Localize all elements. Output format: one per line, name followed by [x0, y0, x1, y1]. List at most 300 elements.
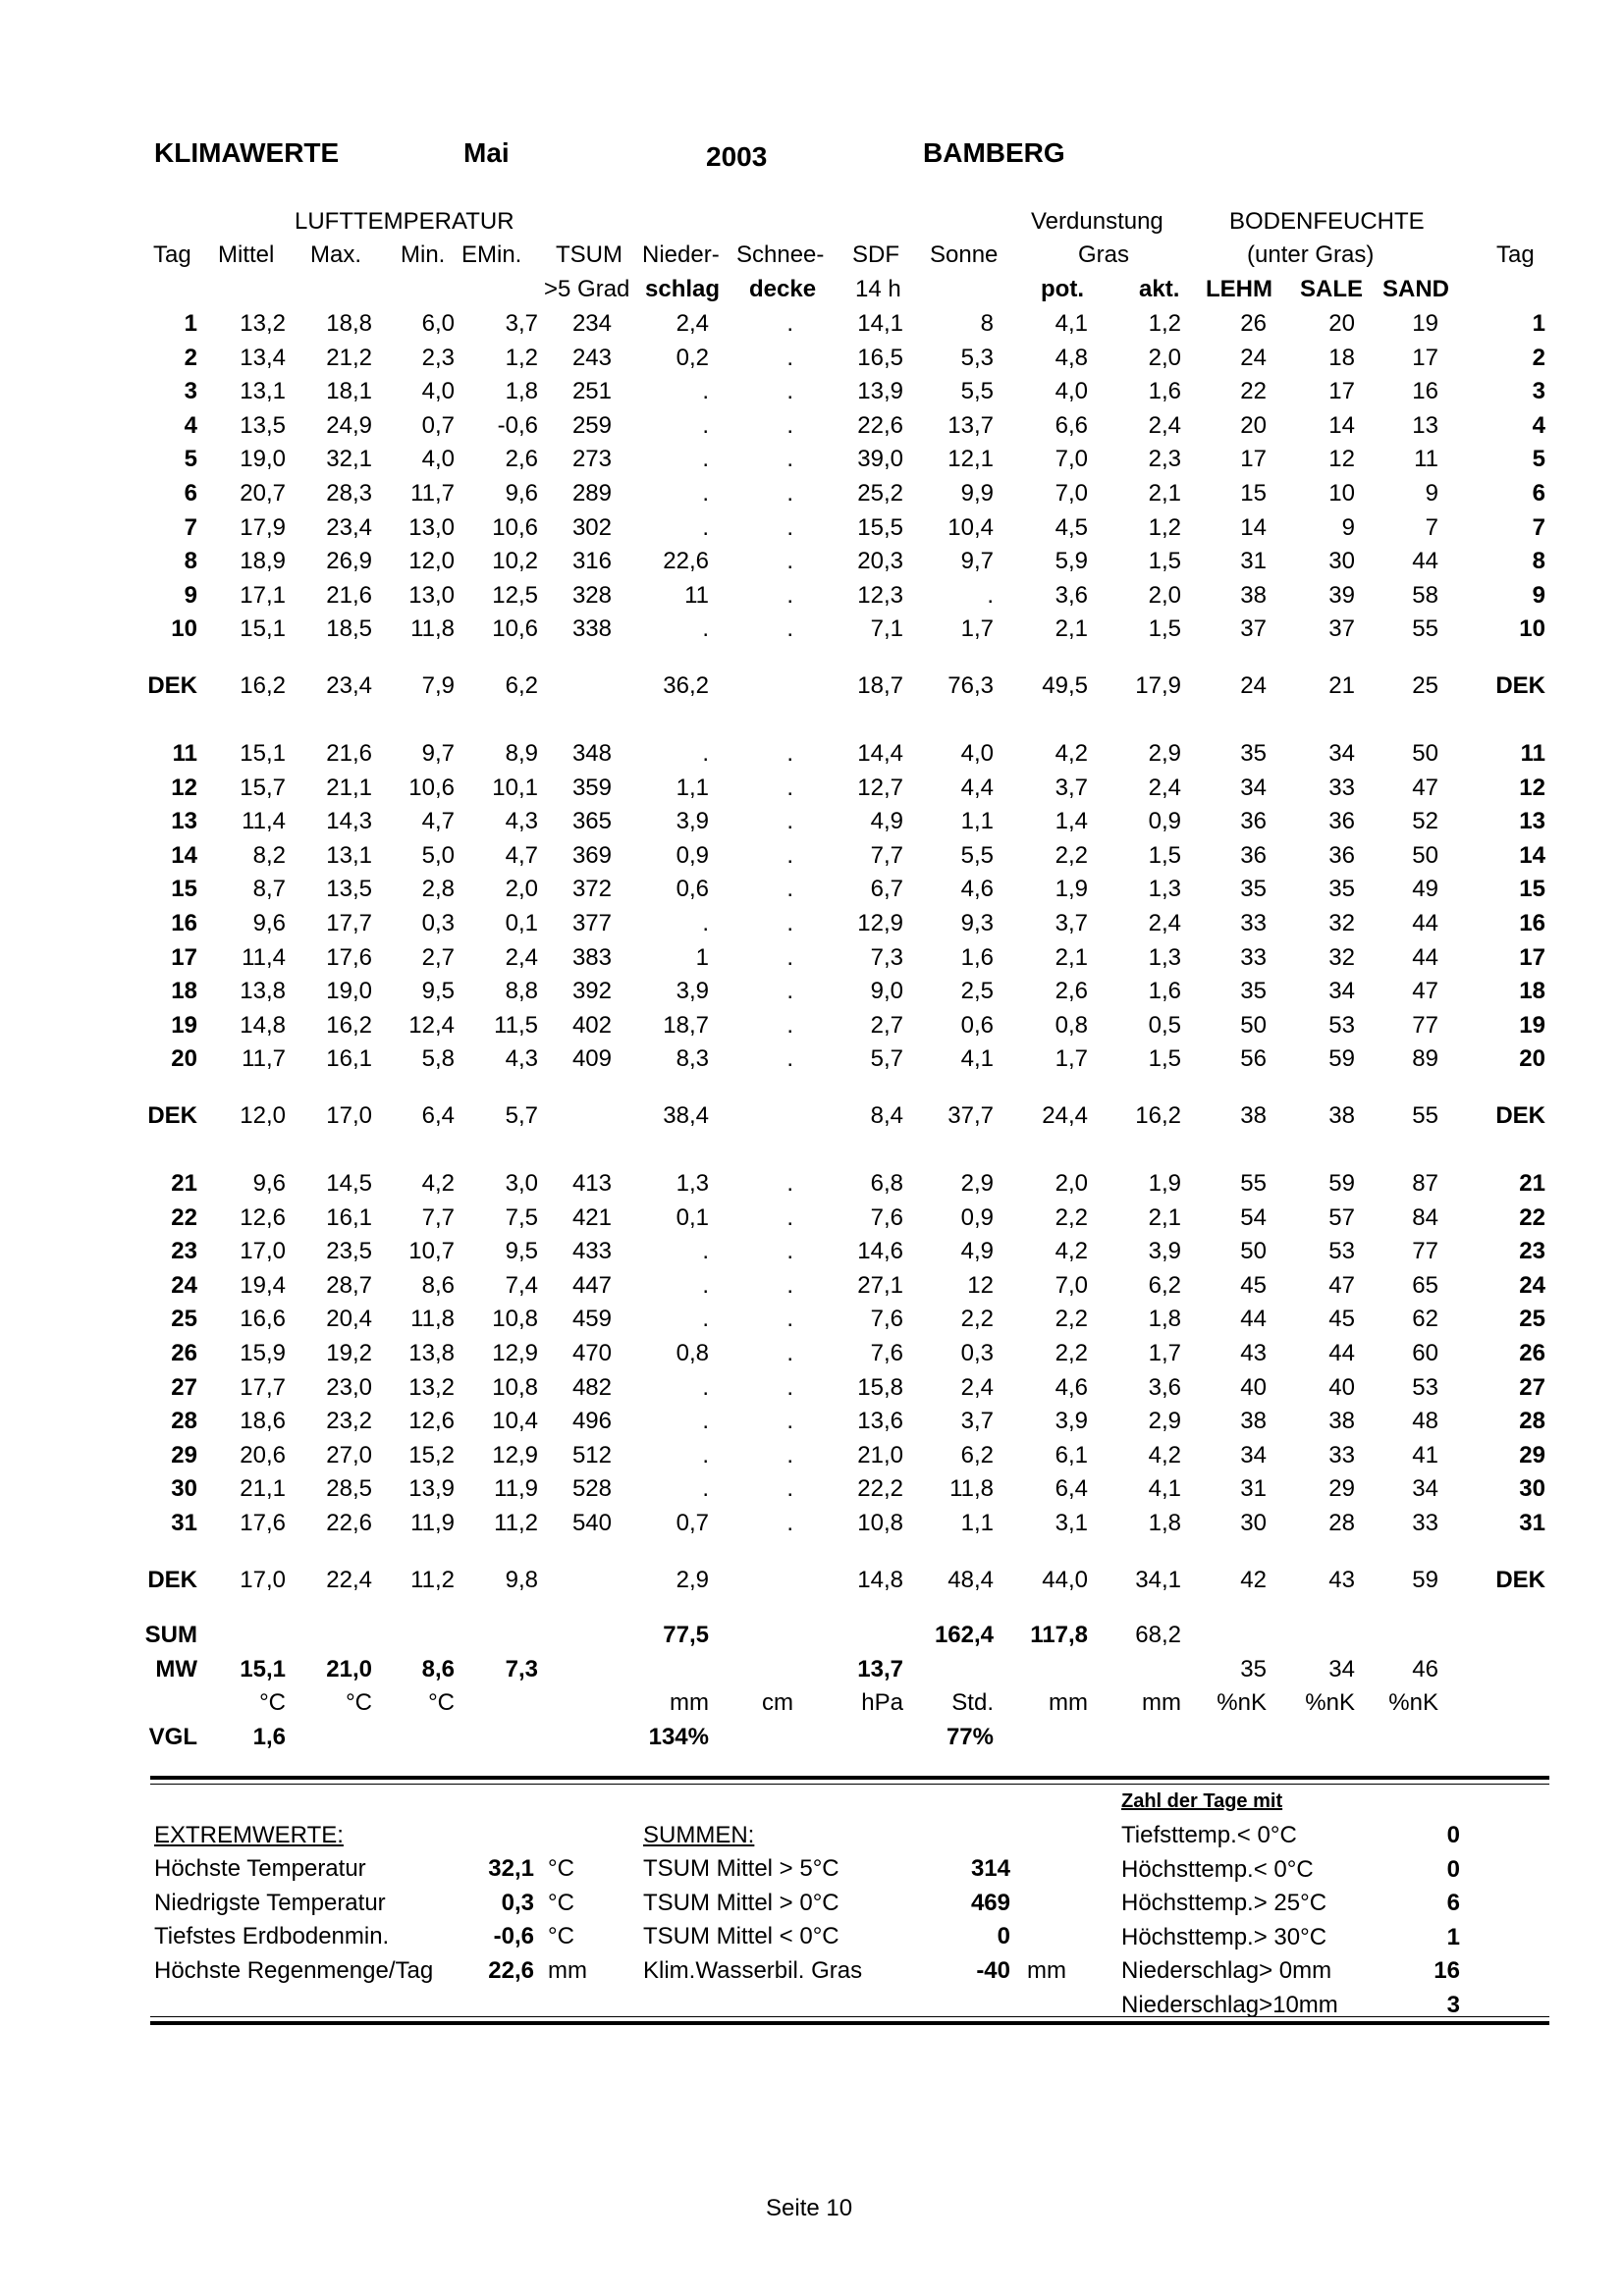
zahl-der-tage-heading: Zahl der Tage mit	[1121, 1790, 1283, 1812]
table-cell: 5,5	[960, 378, 994, 405]
table-cell: 4,6	[960, 876, 994, 903]
table-cell: 28	[1328, 1510, 1355, 1536]
table-cell: 2	[184, 344, 197, 371]
table-cell: 47	[1328, 1271, 1355, 1299]
table-cell: 55	[1412, 1102, 1438, 1130]
table-cell: 3,6	[1148, 1373, 1181, 1401]
table-cell: .	[786, 1306, 793, 1333]
table-cell: 9	[1425, 480, 1438, 507]
table-cell: 12,3	[857, 581, 903, 609]
table-cell: 2,6	[505, 446, 538, 473]
table-cell: 6,4	[421, 1102, 455, 1130]
table-cell: DEK	[1495, 1567, 1545, 1593]
table-cell: 17	[1412, 344, 1438, 371]
table-cell: 4,2	[421, 1170, 455, 1197]
table-cell: 11,8	[410, 615, 455, 643]
table-cell: 13,5	[240, 411, 286, 439]
table-cell: 421	[571, 1203, 612, 1231]
table-cell: 19	[1519, 1011, 1545, 1039]
table-cell: 42	[1240, 1567, 1267, 1593]
table-cell: 2,1	[1055, 615, 1088, 643]
table-cell: 26	[1240, 310, 1267, 337]
table-cell: 10,2	[492, 548, 538, 575]
table-cell: 13	[171, 808, 197, 835]
table-cell: 15,8	[857, 1373, 903, 1401]
header-pot: pot.	[1041, 276, 1084, 302]
table-cell: 2,0	[1148, 344, 1181, 371]
table-cell: 17	[1328, 378, 1355, 405]
table-cell: .	[702, 740, 709, 767]
table-cell: 44	[1328, 1340, 1355, 1366]
table-cell: 117,8	[1030, 1622, 1088, 1648]
table-cell: 55	[1412, 615, 1438, 643]
table-cell: 13,1	[240, 378, 286, 405]
table-cell: 4,1	[1055, 310, 1088, 337]
table-cell: 0,6	[676, 876, 709, 903]
table-cell: 10,8	[492, 1306, 538, 1333]
table-cell: 7,9	[421, 672, 455, 700]
header-akt: akt.	[1139, 276, 1180, 302]
table-cell: 24	[1519, 1271, 1545, 1299]
table-cell: 4	[1532, 411, 1545, 439]
table-cell: 45	[1240, 1271, 1267, 1299]
table-cell: 4,7	[421, 808, 455, 835]
table-cell: 16	[1412, 378, 1438, 405]
table-cell: 8	[1532, 548, 1545, 575]
table-cell: 17,7	[240, 1373, 286, 1401]
table-cell: 14,6	[857, 1238, 903, 1265]
table-cell: 14,8	[857, 1567, 903, 1593]
table-cell: .	[786, 1203, 793, 1231]
item-value: 0	[997, 1923, 1010, 1950]
table-cell: 7,3	[870, 943, 903, 971]
item-label: Tiefsttemp.< 0°C	[1121, 1822, 1297, 1848]
table-cell: 76,3	[947, 672, 994, 700]
table-cell: 11,9	[410, 1510, 455, 1536]
table-cell: 23,5	[326, 1238, 372, 1265]
table-cell: 77	[1412, 1011, 1438, 1039]
table-cell: 3,0	[505, 1170, 538, 1197]
table-cell: 7	[1532, 513, 1545, 541]
table-cell: %nK	[1305, 1689, 1355, 1716]
item-label: Höchsttemp.> 30°C	[1121, 1923, 1327, 1950]
table-cell: 9,6	[252, 910, 286, 936]
table-cell: 13,9	[857, 378, 903, 405]
table-cell: 0,7	[421, 411, 455, 439]
table-cell: 8,9	[505, 740, 538, 767]
table-cell: 44,0	[1042, 1567, 1088, 1593]
header-tsum-sub: >5 Grad	[544, 276, 630, 302]
table-cell: 36	[1328, 841, 1355, 869]
table-cell: SUM	[144, 1622, 197, 1648]
table-cell: 47	[1412, 774, 1438, 801]
table-cell: .	[702, 1475, 709, 1503]
table-cell: 13,7	[857, 1656, 903, 1682]
table-cell: 9,3	[960, 910, 994, 936]
table-cell: 89	[1412, 1045, 1438, 1073]
table-cell: 46	[1412, 1656, 1438, 1682]
table-cell: DEK	[147, 1567, 197, 1593]
table-cell: 87	[1412, 1170, 1438, 1197]
table-cell: 20	[171, 1045, 197, 1073]
table-cell: 35	[1328, 876, 1355, 903]
table-cell: 16,1	[326, 1045, 372, 1073]
table-cell: 1,7	[1055, 1045, 1088, 1073]
table-cell: 21,1	[240, 1475, 286, 1503]
table-cell: 25	[1412, 672, 1438, 700]
extremwerte-heading: EXTREMWERTE:	[154, 1822, 344, 1848]
table-cell: .	[786, 1271, 793, 1299]
table-cell: 11	[684, 581, 709, 609]
table-cell: 35	[1240, 740, 1267, 767]
table-cell: 59	[1328, 1170, 1355, 1197]
item-label: Niedrigste Temperatur	[154, 1889, 386, 1916]
table-cell: 9,0	[870, 978, 903, 1005]
table-cell: 84	[1412, 1203, 1438, 1231]
table-cell: °C	[346, 1689, 372, 1716]
table-cell: 9,5	[505, 1238, 538, 1265]
table-cell: 6,7	[870, 876, 903, 903]
table-cell: 34	[1240, 774, 1267, 801]
table-cell: 37,7	[947, 1102, 994, 1130]
table-cell: 25	[171, 1306, 197, 1333]
table-cell: 30	[1519, 1475, 1545, 1503]
table-cell: 6	[184, 480, 197, 507]
table-cell: 28,5	[326, 1475, 372, 1503]
table-cell: 0,1	[676, 1203, 709, 1231]
table-cell: .	[786, 411, 793, 439]
table-cell: 16,5	[857, 344, 903, 371]
table-cell: 6,1	[1055, 1441, 1088, 1468]
table-cell: 58	[1412, 581, 1438, 609]
table-cell: 2,3	[1148, 446, 1181, 473]
table-cell: 50	[1240, 1238, 1267, 1265]
table-cell: 15,9	[240, 1340, 286, 1366]
table-cell: 5,5	[960, 841, 994, 869]
table-cell: °C	[428, 1689, 455, 1716]
table-cell: 10,4	[947, 513, 994, 541]
table-cell: 4,3	[505, 1045, 538, 1073]
table-cell: 27,1	[857, 1271, 903, 1299]
table-cell: 1,3	[1148, 943, 1181, 971]
table-cell: 12,9	[857, 910, 903, 936]
table-cell: 28,7	[326, 1271, 372, 1299]
table-cell: 21,1	[326, 774, 372, 801]
table-cell: 4,0	[421, 378, 455, 405]
table-cell: 22	[171, 1203, 197, 1231]
table-cell: mm	[1049, 1689, 1088, 1716]
table-cell: 17	[1519, 943, 1545, 971]
table-cell: 4,5	[1055, 513, 1088, 541]
table-cell: 11,8	[410, 1306, 455, 1333]
table-cell: 50	[1412, 841, 1438, 869]
table-cell: 30	[1328, 548, 1355, 575]
table-cell: 4,0	[421, 446, 455, 473]
page-title: KLIMAWERTE	[154, 137, 340, 168]
table-cell: 23,0	[326, 1373, 372, 1401]
table-cell: 33	[1328, 1441, 1355, 1468]
table-cell: 34	[1328, 978, 1355, 1005]
table-cell: 7,4	[505, 1271, 538, 1299]
table-cell: 16,6	[240, 1306, 286, 1333]
table-cell: 1	[695, 943, 709, 971]
table-cell: 1,2	[505, 344, 538, 371]
table-cell: 30	[1240, 1510, 1267, 1536]
table-cell: 65	[1412, 1271, 1438, 1299]
table-cell: 1,2	[1148, 513, 1181, 541]
table-cell: 7,5	[505, 1203, 538, 1231]
table-cell: .	[786, 1408, 793, 1435]
table-cell: 2,1	[1148, 1203, 1181, 1231]
table-cell: 4,7	[505, 841, 538, 869]
table-cell: 44	[1240, 1306, 1267, 1333]
table-cell: 13,6	[857, 1408, 903, 1435]
table-cell: 11,2	[410, 1567, 455, 1593]
table-cell: 29	[171, 1441, 197, 1468]
table-cell: 36,2	[663, 672, 709, 700]
header-lufttemperatur: LUFTTEMPERATUR	[295, 208, 514, 235]
table-cell: 1,6	[1148, 978, 1181, 1005]
table-cell: 49,5	[1042, 672, 1088, 700]
table-cell: 34	[1328, 1656, 1355, 1682]
table-cell: 20	[1240, 411, 1267, 439]
table-cell: 36	[1240, 841, 1267, 869]
table-cell: 29	[1328, 1475, 1355, 1503]
table-cell: 26	[171, 1340, 197, 1366]
table-cell: 18,8	[326, 310, 372, 337]
table-cell: .	[786, 740, 793, 767]
table-cell: 12,0	[240, 1102, 286, 1130]
table-cell: .	[786, 910, 793, 936]
table-cell: 9,5	[421, 978, 455, 1005]
table-cell: 32,1	[326, 446, 372, 473]
table-cell: 24,4	[1042, 1102, 1088, 1130]
table-cell: 10,8	[492, 1373, 538, 1401]
table-cell: 4,9	[960, 1238, 994, 1265]
table-cell: 23	[1519, 1238, 1545, 1265]
table-cell: 0,8	[1055, 1011, 1088, 1039]
table-cell: 2,4	[1148, 774, 1181, 801]
table-cell: 234	[571, 310, 612, 337]
table-cell: 59	[1328, 1045, 1355, 1073]
table-cell: 316	[571, 548, 612, 575]
table-cell: .	[702, 480, 709, 507]
table-cell: 433	[571, 1238, 612, 1265]
table-cell: 18	[171, 978, 197, 1005]
item-value: 32,1	[488, 1855, 534, 1882]
table-cell: 40	[1328, 1373, 1355, 1401]
table-cell: 23,4	[326, 513, 372, 541]
table-cell: 9	[1341, 513, 1355, 541]
table-cell: 16,2	[240, 672, 286, 700]
table-cell: 15,1	[240, 615, 286, 643]
table-cell: 2,9	[1148, 740, 1181, 767]
table-cell: .	[786, 548, 793, 575]
table-cell: 0,1	[505, 910, 538, 936]
table-cell: 0,9	[960, 1203, 994, 1231]
table-cell: 402	[571, 1011, 612, 1039]
header-tag-right: Tag	[1496, 241, 1535, 268]
table-cell: 22,4	[326, 1567, 372, 1593]
item-unit: °C	[548, 1923, 574, 1950]
header-emin: EMin.	[461, 241, 522, 268]
table-cell: 3,9	[1055, 1408, 1088, 1435]
item-value: 3	[1446, 1992, 1460, 2018]
table-cell: 53	[1328, 1238, 1355, 1265]
table-cell: 8,6	[421, 1656, 455, 1682]
table-cell: DEK	[147, 672, 197, 700]
header-min: Min.	[401, 241, 446, 268]
table-cell: .	[786, 378, 793, 405]
table-cell: 9	[1532, 581, 1545, 609]
table-cell: 10,6	[408, 774, 455, 801]
item-value: 0,3	[501, 1889, 534, 1916]
table-cell: 12,5	[492, 581, 538, 609]
table-cell: 26,9	[326, 548, 372, 575]
table-cell: 5,8	[421, 1045, 455, 1073]
table-cell: 328	[571, 581, 612, 609]
table-cell: 17,6	[326, 943, 372, 971]
table-cell: 1,4	[1055, 808, 1088, 835]
table-cell: 12,0	[408, 548, 455, 575]
table-cell: 11	[1520, 740, 1545, 767]
header-verdunstung: Verdunstung	[1031, 208, 1163, 235]
table-cell: 12	[1519, 774, 1545, 801]
table-cell: 6,6	[1055, 411, 1088, 439]
table-cell: .	[786, 615, 793, 643]
table-cell: 53	[1328, 1011, 1355, 1039]
table-cell: 0,9	[676, 841, 709, 869]
table-cell: 44	[1412, 548, 1438, 575]
table-cell: 12	[171, 774, 197, 801]
table-cell: 10,6	[492, 513, 538, 541]
table-cell: 9	[184, 581, 197, 609]
table-cell: 22	[1240, 378, 1267, 405]
table-cell: 5,3	[960, 344, 994, 371]
table-cell: 56	[1240, 1045, 1267, 1073]
table-cell: DEK	[1495, 672, 1545, 700]
table-cell: 52	[1412, 808, 1438, 835]
table-cell: 10	[171, 615, 197, 643]
table-cell: .	[786, 344, 793, 371]
table-cell: 27	[1519, 1373, 1545, 1401]
table-cell: 20,6	[240, 1441, 286, 1468]
table-cell: .	[786, 581, 793, 609]
table-cell: .	[786, 841, 793, 869]
table-cell: 7	[184, 513, 197, 541]
table-cell: 7,0	[1055, 1271, 1088, 1299]
table-cell: 6,8	[870, 1170, 903, 1197]
table-cell: 20,7	[240, 480, 286, 507]
table-cell: 14,8	[240, 1011, 286, 1039]
item-value: -40	[976, 1956, 1010, 1984]
table-cell: 2,4	[960, 1373, 994, 1401]
table-cell: 6,4	[1055, 1475, 1088, 1503]
table-cell: 1,8	[505, 378, 538, 405]
table-cell: 4,2	[1055, 740, 1088, 767]
table-cell: 12	[967, 1271, 994, 1299]
table-cell: 34	[1240, 1441, 1267, 1468]
table-cell: 3,6	[1055, 581, 1088, 609]
table-cell: 1,1	[960, 808, 994, 835]
table-cell: .	[702, 910, 709, 936]
table-cell: 4,8	[1055, 344, 1088, 371]
table-cell: 7,6	[870, 1340, 903, 1366]
table-cell: 2,0	[1148, 581, 1181, 609]
table-cell: 10,8	[857, 1510, 903, 1536]
table-cell: 1,1	[960, 1510, 994, 1536]
table-cell: 16	[171, 910, 197, 936]
table-cell: .	[786, 876, 793, 903]
header-tsum: TSUM	[556, 241, 622, 268]
table-cell: 15,7	[240, 774, 286, 801]
table-cell: 2,0	[505, 876, 538, 903]
table-cell: 8,2	[252, 841, 286, 869]
rule-bottom-thin	[150, 2016, 1549, 2017]
table-cell: 4,4	[960, 774, 994, 801]
table-cell: 55	[1240, 1170, 1267, 1197]
table-cell: 11,7	[410, 480, 455, 507]
table-cell: 447	[571, 1271, 612, 1299]
table-cell: 45	[1328, 1306, 1355, 1333]
table-cell: .	[786, 1170, 793, 1197]
table-cell: 1,6	[960, 943, 994, 971]
table-cell: 18,7	[857, 672, 903, 700]
table-cell: 540	[571, 1510, 612, 1536]
table-cell: 20,4	[326, 1306, 372, 1333]
table-cell: 21,6	[326, 581, 372, 609]
table-cell: 10,4	[492, 1408, 538, 1435]
table-cell: 11	[172, 740, 197, 767]
table-cell: 21	[171, 1170, 197, 1197]
table-cell: .	[786, 310, 793, 337]
item-unit: mm	[548, 1956, 587, 1984]
table-cell: 15,5	[857, 513, 903, 541]
table-cell: 20	[1519, 1045, 1545, 1073]
table-cell: 7,0	[1055, 480, 1088, 507]
table-cell: 17,0	[326, 1102, 372, 1130]
table-cell: .	[786, 1340, 793, 1366]
table-cell: 0,8	[676, 1340, 709, 1366]
table-cell: .	[702, 446, 709, 473]
table-cell: 2,4	[1148, 411, 1181, 439]
header-sand: SAND	[1382, 276, 1450, 302]
table-cell: 2,2	[1055, 841, 1088, 869]
item-value: 469	[970, 1889, 1010, 1916]
table-cell: DEK	[147, 1102, 197, 1130]
item-unit: °C	[548, 1889, 574, 1916]
table-cell: 32	[1328, 910, 1355, 936]
table-cell: 21	[1328, 672, 1355, 700]
table-cell: 20,3	[857, 548, 903, 575]
table-cell: 18,6	[240, 1408, 286, 1435]
table-cell: VGL	[148, 1724, 197, 1750]
year-label: 2003	[706, 141, 768, 172]
table-cell: 359	[571, 774, 612, 801]
table-cell: 13,1	[326, 841, 372, 869]
table-cell: 31	[1240, 548, 1267, 575]
table-cell: 6,2	[960, 1441, 994, 1468]
table-cell: .	[702, 378, 709, 405]
table-cell: 34	[1412, 1475, 1438, 1503]
table-cell: 7,3	[505, 1656, 538, 1682]
table-cell: 27,0	[326, 1441, 372, 1468]
item-value: 6	[1446, 1890, 1460, 1917]
header-bodenfeuchte: BODENFEUCHTE	[1229, 208, 1425, 235]
table-cell: .	[786, 1441, 793, 1468]
table-cell: 413	[571, 1170, 612, 1197]
table-cell: .	[786, 1045, 793, 1073]
